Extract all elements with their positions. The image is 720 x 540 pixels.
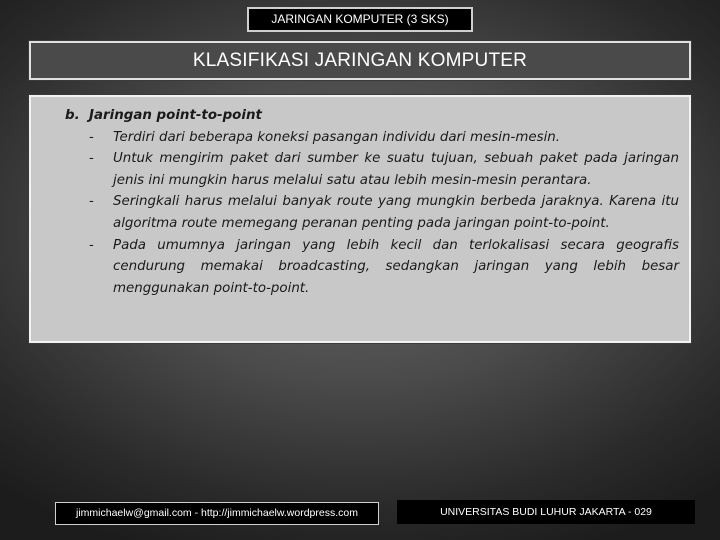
list-item [89, 127, 679, 149]
footer-contact: jimmichaelw@gmail.com - http://jimmichaelw.wordpress.com [55, 502, 379, 525]
list-item [89, 235, 679, 300]
bullet-dash: - [89, 129, 94, 145]
course-title: JARINGAN KOMPUTER (3 SKS) [247, 7, 473, 32]
bullet-dash: - [89, 194, 94, 210]
bullet-text: Seringkali harus melalui banyak route yang mungkin berbeda jaraknya. Karena itu algoritma route memegang peranan penting pada jaringan point-to-point. [113, 194, 679, 231]
section-marker: b. [65, 108, 80, 123]
footer-institution: UNIVERSITAS BUDI LUHUR JAKARTA - 029 [397, 500, 695, 524]
list-item [89, 191, 679, 234]
bullet-text: Pada umumnya jaringan yang lebih kecil dan terlokalisasi secara geografis cendurung memakai broadcasting, sedangkan jaringan yang lebih besar menggunakan point-to-point. [113, 237, 679, 296]
bullet-dash: - [89, 237, 94, 253]
section-heading-text: Jaringan point-to-point [89, 108, 262, 123]
bullet-text: Untuk mengirim paket dari sumber ke suatu tujuan, sebuah paket pada jaringan jenis ini mungkin harus melalui satu atau lebih mesin-mesin perantara. [113, 151, 679, 188]
content-panel [29, 95, 691, 343]
list-item [89, 148, 679, 191]
section-heading [65, 105, 679, 127]
bullet-text: Terdiri dari beberapa koneksi pasangan individu dari mesin-mesin. [113, 129, 561, 145]
slide-title: KLASIFIKASI JARINGAN KOMPUTER [29, 41, 691, 80]
bullet-list [65, 127, 679, 300]
bullet-dash: - [89, 151, 94, 167]
